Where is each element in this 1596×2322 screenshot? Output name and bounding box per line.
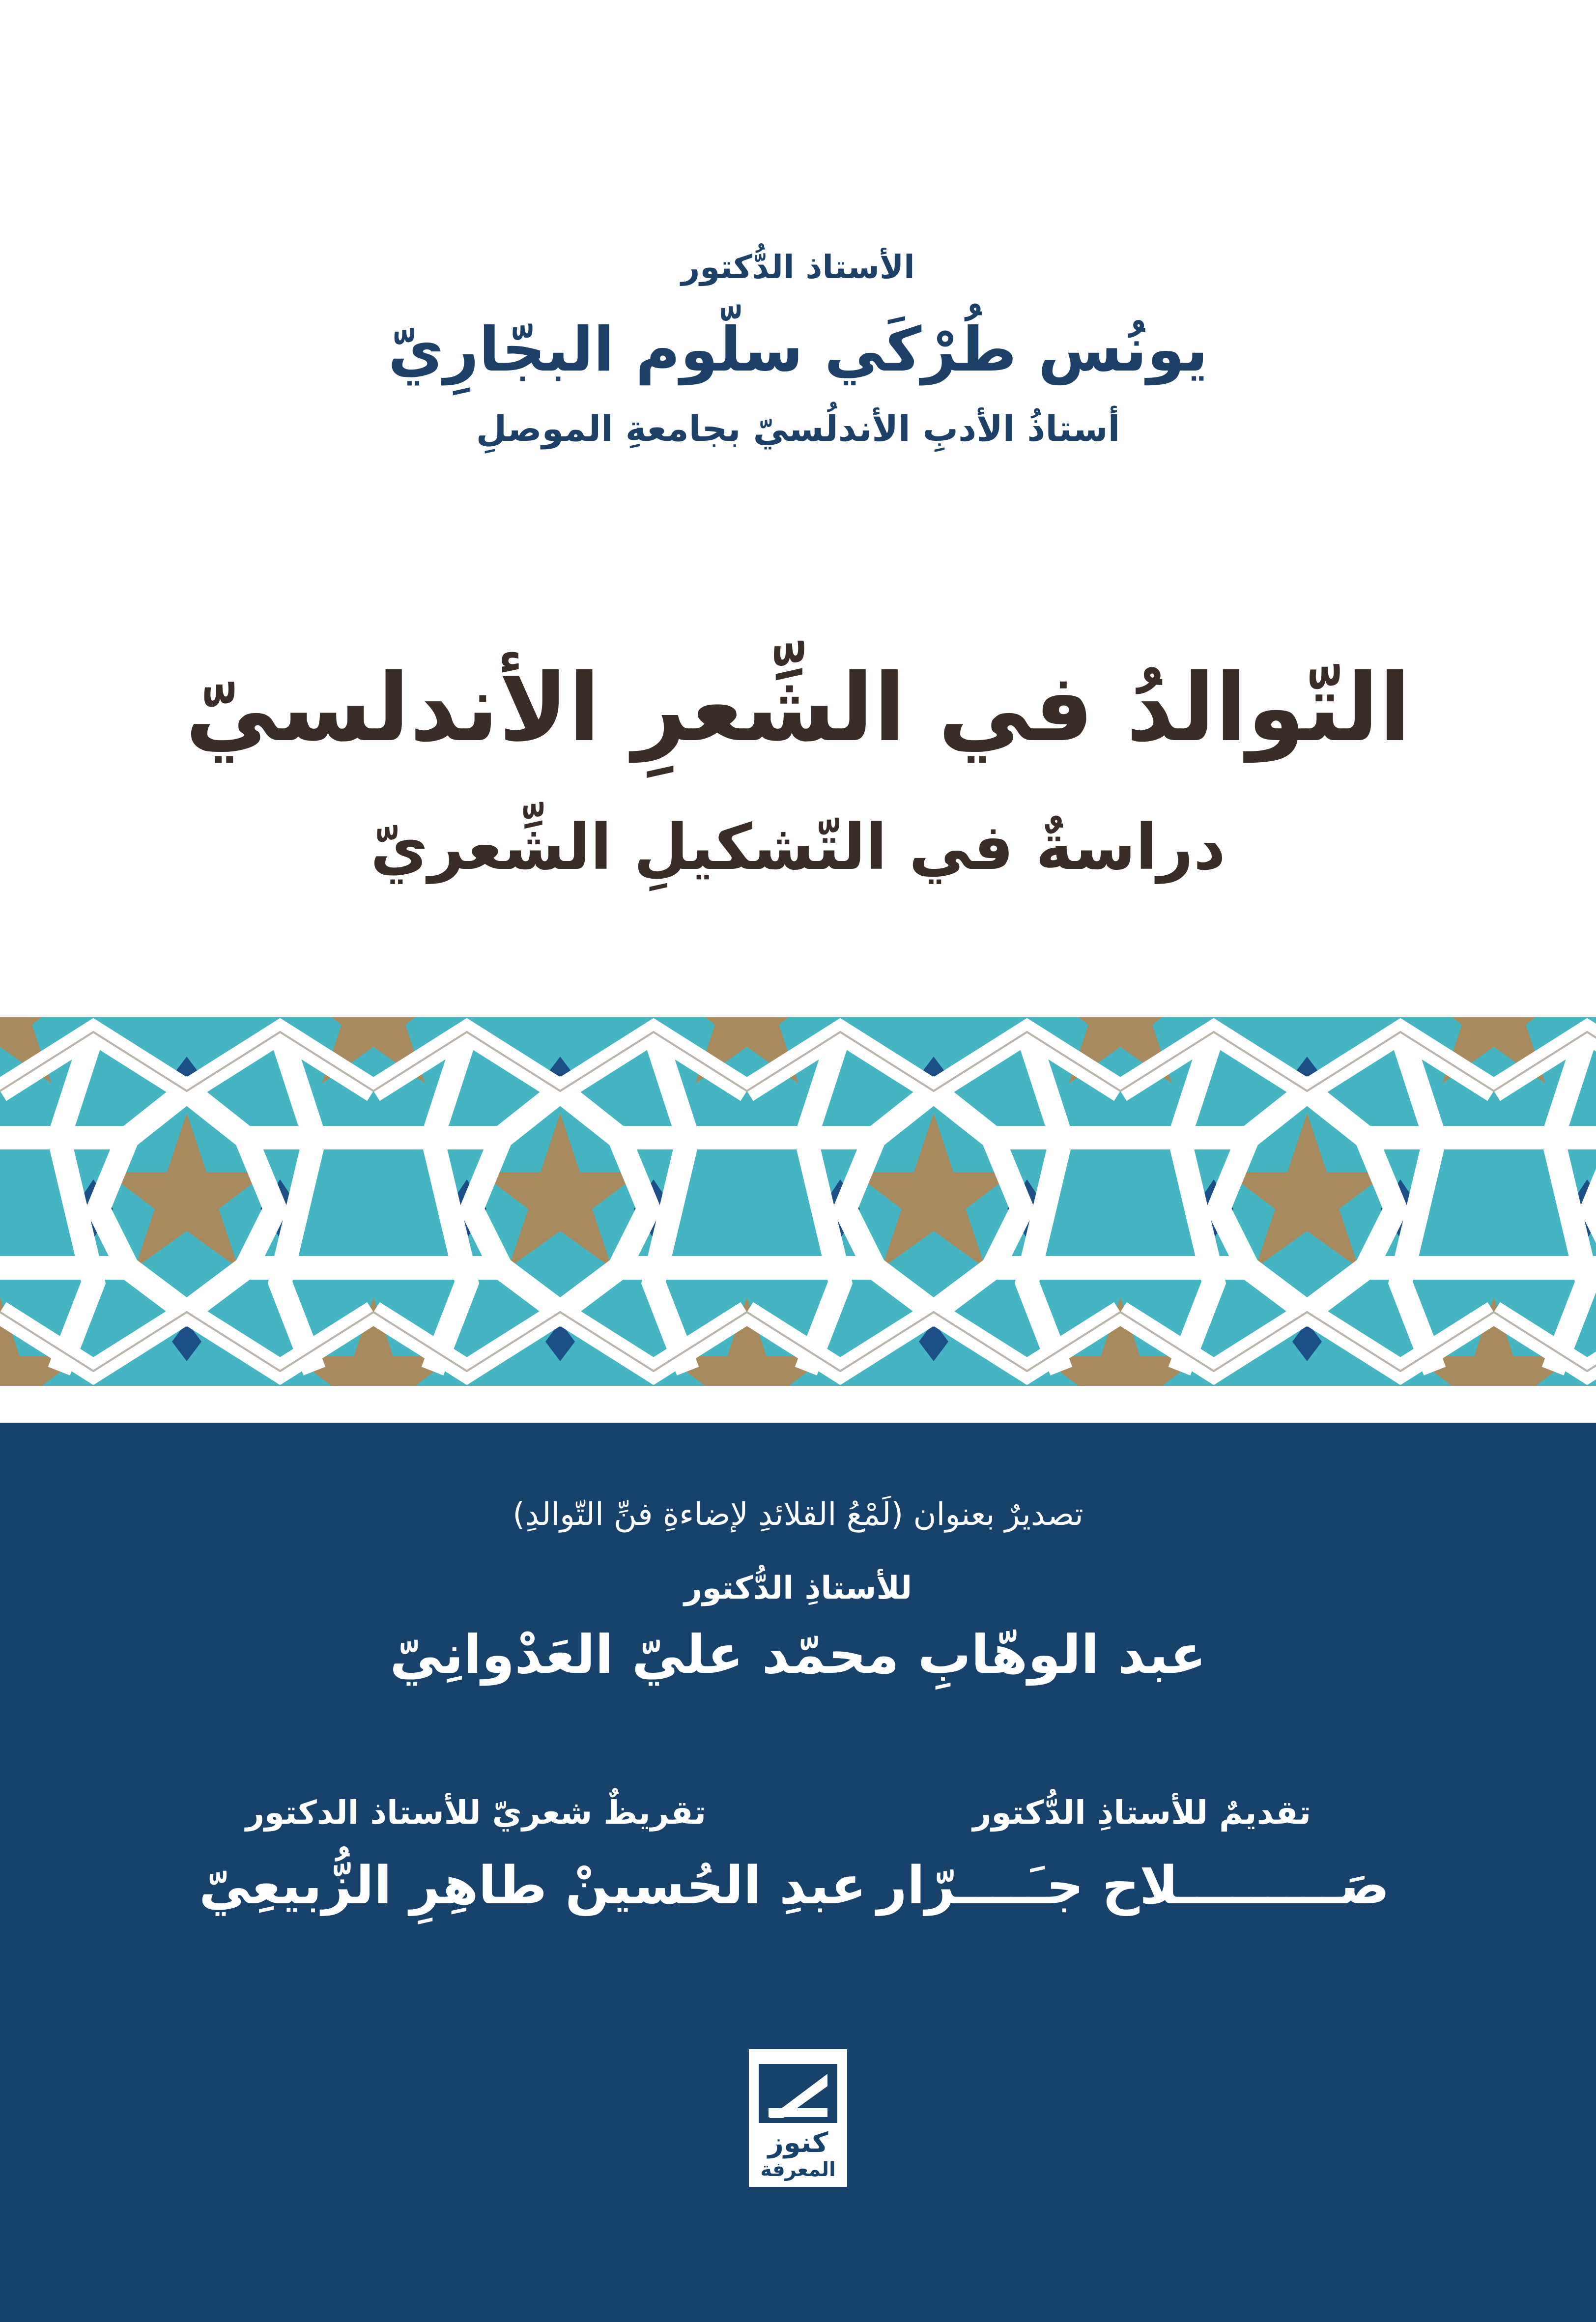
publisher-name-line2: المعرفة <box>760 2158 836 2181</box>
preface-label: تصديرٌ بعنوان (لَمْعُ القلائدِ لإضاءةِ فنِّ التّوالدِ) <box>513 1496 1083 1533</box>
publisher-logo <box>749 2049 847 2187</box>
bottom-panel <box>0 1423 1596 2322</box>
poetic-praise-author-name: عبدِ الحُسينْ طاهِرِ الزُّبيعِيّ <box>199 1855 866 1916</box>
geometric-pattern-band <box>0 1017 1596 1386</box>
preface-academic-title: للأستاذِ الدُّكتور <box>684 1570 912 1606</box>
preface-author-name: عبد الوهّابِ محمّد عليّ العَدْوانِيّ <box>390 1624 1206 1686</box>
author-academic-title: الأستاذ الدُّكتور <box>681 248 915 286</box>
introduction-author-name: صَـــــــــلاح جـَــــرّار <box>877 1855 1390 1916</box>
book-subtitle: دراسةٌ في التّشكيلِ الشِّعريّ <box>370 811 1226 884</box>
poetic-praise-label: تقريظٌ شعريّ للأستاذ الدكتور <box>246 1794 707 1832</box>
publisher-name-line1: كنوز <box>768 2127 828 2159</box>
book-title: التّوالدُ في الشِّعرِ الأندلسيّ <box>185 654 1411 762</box>
author-position: أستاذُ الأدبِ الأندلُسيّ بجامعةِ الموصلِ <box>476 408 1120 449</box>
author-name: يونُس طُرْكَي سلّوم البجّارِيّ <box>388 315 1208 385</box>
introduction-label: تقديمٌ للأستاذِ الدُّكتور <box>972 1794 1311 1832</box>
